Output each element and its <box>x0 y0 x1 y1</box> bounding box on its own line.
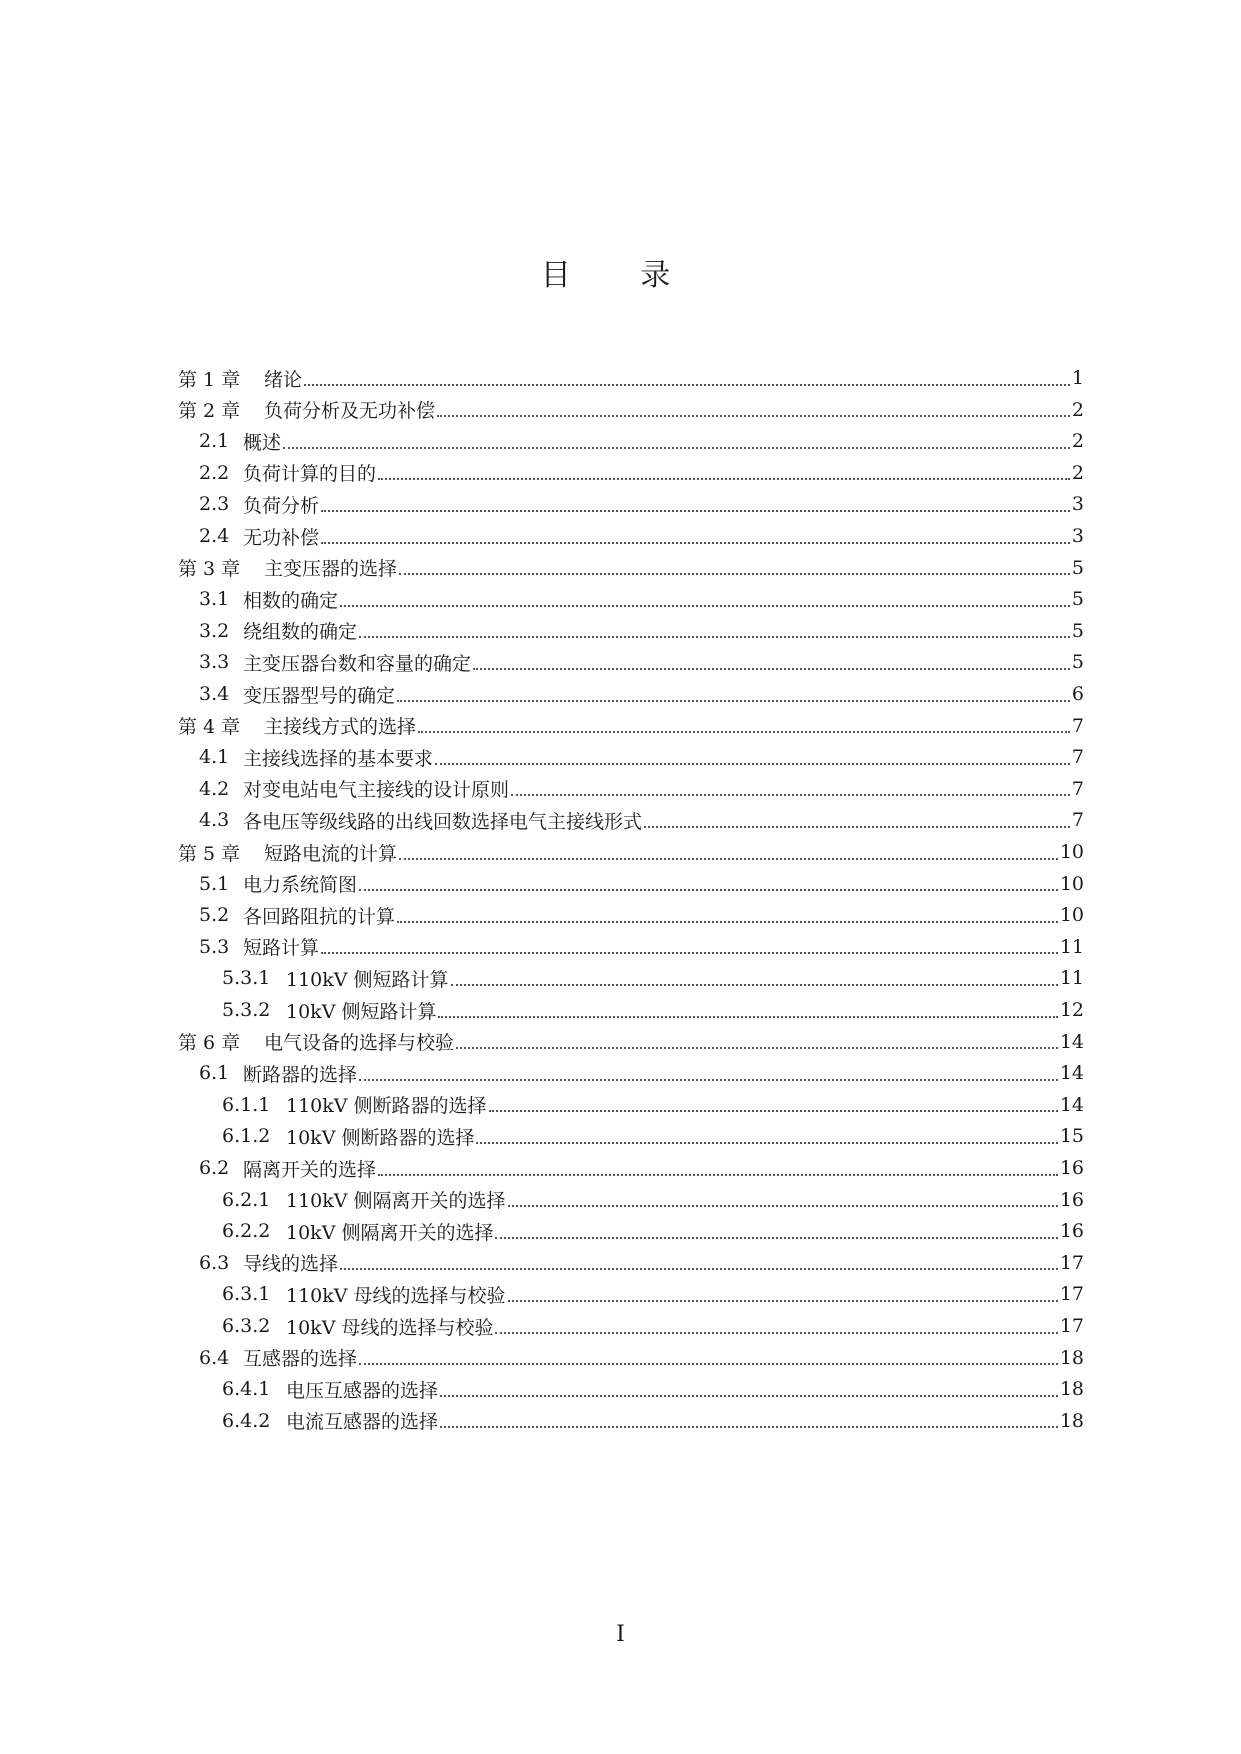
dot-leader <box>489 1109 1058 1112</box>
dot-leader <box>321 951 1058 954</box>
toc-entry-title: 电压互感器的选择 <box>286 1379 439 1402</box>
dot-leader <box>321 509 1070 512</box>
toc-entry[interactable] <box>199 615 1084 647</box>
toc-entry-title: 相数的确定 <box>243 589 339 612</box>
toc-entry-page: 5 <box>1071 556 1084 579</box>
toc-entry[interactable] <box>178 836 1084 868</box>
toc-entry-title: 主变压器台数和容量的确定 <box>243 652 472 675</box>
toc-entry-page: 6 <box>1071 683 1084 705</box>
dot-leader <box>476 1141 1057 1144</box>
toc-entry-title: 概述 <box>243 431 282 454</box>
toc-entry[interactable] <box>199 520 1084 552</box>
toc-entry-page: 17 <box>1059 1283 1084 1306</box>
toc-entry-number: 6.1 <box>199 1062 230 1085</box>
toc-entry[interactable] <box>199 1057 1084 1089</box>
dot-leader <box>321 541 1070 544</box>
toc-entry-title: 10kV 母线的选择与校验 <box>286 1316 494 1339</box>
toc-entry-number: 5.1 <box>199 872 230 895</box>
toc-entry-number: 6.4.1 <box>222 1378 271 1401</box>
toc-entry[interactable] <box>222 1310 1084 1342</box>
toc-entry[interactable] <box>178 394 1084 426</box>
toc-entry-title: 主变压器的选择 <box>264 558 398 581</box>
toc-entry[interactable] <box>222 1405 1084 1437</box>
toc-entry-page: 7 <box>1071 746 1084 769</box>
toc-entry-page: 14 <box>1059 1030 1084 1053</box>
toc-entry-number: 第 3 章 <box>178 558 241 581</box>
toc-entry-title: 互感器的选择 <box>243 1348 358 1371</box>
toc-entry[interactable] <box>199 1342 1084 1374</box>
dot-leader <box>397 699 1070 702</box>
toc-entry-number: 3.4 <box>199 683 230 705</box>
toc-entry-title: 负荷分析 <box>243 494 320 517</box>
dot-leader <box>437 414 1070 417</box>
toc-entry[interactable] <box>199 773 1084 805</box>
toc-entry-number: 6.1.1 <box>222 1093 271 1116</box>
toc-entry-number: 6.3.1 <box>222 1283 271 1306</box>
toc-entry[interactable] <box>199 488 1084 520</box>
toc-entry-number: 第 1 章 <box>178 368 241 391</box>
toc-entry[interactable] <box>222 1278 1084 1310</box>
toc-entry-title: 主接线方式的选择 <box>264 716 417 739</box>
dot-leader <box>397 920 1058 923</box>
toc-entry-page: 2 <box>1071 398 1084 421</box>
toc-entry-title: 电气设备的选择与校验 <box>264 1032 455 1055</box>
toc-entry[interactable] <box>222 1215 1084 1247</box>
toc-entry[interactable] <box>199 741 1084 773</box>
dot-leader <box>508 1204 1058 1207</box>
toc-entry-number: 5.3.1 <box>222 967 271 990</box>
toc-entry-page: 10 <box>1059 904 1084 927</box>
toc-entry-title: 导线的选择 <box>243 1253 339 1276</box>
toc-entry-page: 18 <box>1059 1378 1084 1401</box>
toc-entry-page: 3 <box>1071 525 1084 547</box>
dot-leader <box>340 1267 1058 1270</box>
toc-entry-title: 隔离开关的选择 <box>243 1158 377 1181</box>
toc-entry-number: 6.2.1 <box>222 1188 271 1211</box>
dot-leader <box>473 667 1070 670</box>
toc-entry-title: 负荷分析及无功补偿 <box>264 400 436 423</box>
toc-entry[interactable] <box>178 362 1084 394</box>
page-number: I <box>616 1622 625 1647</box>
dot-leader <box>418 730 1070 733</box>
toc-entry-number: 6.1.2 <box>222 1125 271 1148</box>
toc-entry-title: 110kV 侧断路器的选择 <box>286 1095 487 1118</box>
toc-entry[interactable] <box>199 899 1084 931</box>
toc-entry-title: 变压器型号的确定 <box>243 684 396 707</box>
toc-entry[interactable] <box>199 646 1084 678</box>
toc-entry[interactable] <box>222 994 1084 1026</box>
toc-entry-page: 5 <box>1071 619 1084 642</box>
toc-entry-title: 断路器的选择 <box>243 1063 358 1086</box>
toc-entry-page: 2 <box>1071 430 1084 453</box>
toc-entry-number: 3.2 <box>199 619 230 642</box>
toc-entry-title: 对变电站电气主接线的设计原则 <box>243 779 510 802</box>
toc-entry-page: 7 <box>1071 777 1084 800</box>
toc-entry-title: 10kV 侧短路计算 <box>286 1000 437 1023</box>
toc-entry-number: 4.2 <box>199 777 230 800</box>
toc-entry-number: 2.2 <box>199 461 230 484</box>
toc-entry[interactable] <box>199 931 1084 963</box>
toc-entry[interactable] <box>178 552 1084 584</box>
toc-entry-page: 11 <box>1059 935 1084 958</box>
dot-leader <box>451 983 1058 986</box>
toc-entry-title: 110kV 母线的选择与校验 <box>286 1284 506 1307</box>
toc-entry[interactable] <box>199 583 1084 615</box>
dot-leader <box>644 825 1070 828</box>
toc-entry-title: 110kV 侧隔离开关的选择 <box>286 1190 506 1213</box>
dot-leader <box>495 1236 1057 1239</box>
toc-entry-title: 各电压等级线路的出线回数选择电气主接线形式 <box>243 810 643 833</box>
dot-leader <box>495 1331 1057 1334</box>
toc-entry-title: 绪论 <box>264 368 303 391</box>
toc-entry-page: 17 <box>1059 1251 1084 1274</box>
toc-entry-page: 15 <box>1059 1125 1084 1148</box>
toc-entry-page: 5 <box>1071 651 1084 674</box>
dot-leader <box>456 1046 1058 1049</box>
toc-entry-page: 2 <box>1071 461 1084 484</box>
toc-entry[interactable] <box>199 425 1084 457</box>
toc-entry[interactable] <box>178 710 1084 742</box>
dot-leader <box>438 1015 1057 1018</box>
toc-entry-number: 2.3 <box>199 493 230 516</box>
toc-entry-page: 14 <box>1059 1093 1084 1116</box>
toc-entry-title: 短路计算 <box>243 937 320 960</box>
toc-entry-page: 3 <box>1071 493 1084 516</box>
toc-entry-title: 绕组数的确定 <box>243 621 358 644</box>
toc-entry-number: 5.3.2 <box>222 999 271 1021</box>
toc-entry-number: 第 5 章 <box>178 842 241 865</box>
toc-entry-page: 17 <box>1059 1315 1084 1337</box>
toc-entry-page: 18 <box>1059 1409 1084 1432</box>
toc-entry-number: 6.2 <box>199 1157 230 1179</box>
toc-entry-page: 16 <box>1059 1220 1084 1243</box>
toc-entry-title: 负荷计算的目的 <box>243 463 377 486</box>
toc-entry[interactable] <box>222 962 1084 994</box>
toc-entry[interactable] <box>222 1373 1084 1405</box>
toc-entry-number: 6.3.2 <box>222 1315 271 1337</box>
toc-entry[interactable] <box>178 1026 1084 1058</box>
toc-entry-number: 6.4.2 <box>222 1409 271 1432</box>
toc-entry[interactable] <box>222 1120 1084 1152</box>
toc-entry-number: 5.2 <box>199 904 230 927</box>
toc-entry-page: 10 <box>1059 872 1084 895</box>
dot-leader <box>340 604 1070 607</box>
toc-entry-page: 7 <box>1071 809 1084 832</box>
dot-leader <box>508 1299 1058 1302</box>
toc-entry-title: 主接线选择的基本要求 <box>243 747 434 770</box>
toc-entry-page: 14 <box>1059 1062 1084 1085</box>
toc-entry-page: 10 <box>1059 841 1084 863</box>
dot-leader <box>359 888 1058 891</box>
toc-entry-number: 5.3 <box>199 935 230 958</box>
dot-leader <box>440 1394 1058 1397</box>
dot-leader <box>511 793 1070 796</box>
toc-entry-number: 第 2 章 <box>178 400 241 423</box>
dot-leader <box>378 1173 1058 1176</box>
toc-entry-title: 电力系统简图 <box>243 874 358 897</box>
toc-entry-number: 6.2.2 <box>222 1220 271 1243</box>
toc-entry-number: 4.3 <box>199 809 230 832</box>
toc-entry-number: 第 6 章 <box>178 1032 241 1055</box>
toc-entry-number: 2.1 <box>199 430 230 453</box>
toc-entry-page: 16 <box>1059 1157 1084 1179</box>
toc-entry[interactable] <box>199 678 1084 710</box>
dot-leader <box>435 762 1070 765</box>
toc-entry-page: 7 <box>1071 714 1084 737</box>
toc-entry-title: 电流互感器的选择 <box>286 1411 439 1434</box>
toc-entry-page: 5 <box>1071 588 1084 611</box>
dot-leader <box>359 1078 1058 1081</box>
dot-leader <box>359 635 1070 638</box>
toc-entry[interactable] <box>199 457 1084 489</box>
toc-entry[interactable] <box>222 1089 1084 1121</box>
toc-entry-page: 1 <box>1071 367 1084 389</box>
toc-entry-number: 4.1 <box>199 746 230 769</box>
toc-entry[interactable] <box>199 868 1084 900</box>
toc-entry-number: 第 4 章 <box>178 716 241 739</box>
toc-entry-number: 2.4 <box>199 525 230 547</box>
dot-leader <box>359 1362 1058 1365</box>
toc-entry-title: 110kV 侧短路计算 <box>286 968 449 991</box>
dot-leader <box>378 477 1070 480</box>
dot-leader <box>440 1425 1058 1428</box>
toc-entry-title: 无功补偿 <box>243 526 320 549</box>
dot-leader <box>283 446 1070 449</box>
toc-entry-title: 短路电流的计算 <box>264 842 398 865</box>
toc-entry-number: 6.4 <box>199 1346 230 1369</box>
toc-entry-page: 12 <box>1059 999 1084 1021</box>
toc-entry[interactable] <box>199 804 1084 836</box>
toc-entry-page: 18 <box>1059 1346 1084 1369</box>
toc-entry[interactable] <box>199 1247 1084 1279</box>
dot-leader <box>399 857 1058 860</box>
toc-entry-title: 10kV 侧隔离开关的选择 <box>286 1221 494 1244</box>
toc-entry-page: 16 <box>1059 1188 1084 1211</box>
toc-entry-title: 各回路阻抗的计算 <box>243 905 396 928</box>
toc-entry-number: 3.3 <box>199 651 230 674</box>
toc-entry-page: 11 <box>1059 967 1084 990</box>
dot-leader <box>399 572 1070 575</box>
toc-entry-number: 6.3 <box>199 1251 230 1274</box>
dot-leader <box>304 383 1070 386</box>
toc-entry-title: 10kV 侧断路器的选择 <box>286 1126 475 1149</box>
toc-entry[interactable] <box>199 1152 1084 1184</box>
toc-entry[interactable] <box>222 1184 1084 1216</box>
toc-entry-number: 3.1 <box>199 588 230 611</box>
page-title: 目 录 <box>540 258 701 293</box>
